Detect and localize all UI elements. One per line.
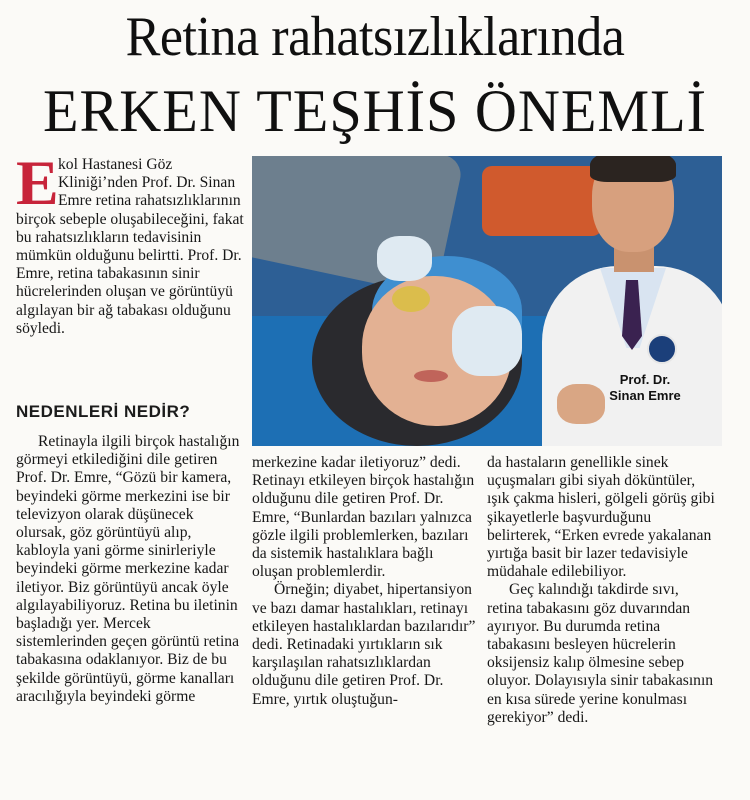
article-column-1 [16,433,244,706]
photo-patient-lips [414,370,448,382]
section-subheading: NEDENLERİ NEDİR? [16,402,191,421]
headline-line-2: ERKEN TEŞHİS ÖNEMLİ [42,78,707,144]
article-column-3 [487,454,715,727]
photo-doctor-hair [590,156,676,182]
intro-paragraph [16,147,244,338]
article-photo [252,156,722,446]
photo-doctor-hand [557,384,605,424]
article-column-2 [252,454,478,709]
photo-caption: Prof. Dr. Sinan Emre [609,372,681,403]
column-3-paragraph-2: Geç kalındığı takdirde sıvı, retina tabakasını göz duvarından ayırıyor. Bu durumda retina tabakasını besleyen hücrelerin oksijensiz kalıp ölmesine sebep oluyor. Dolayısıyla sinir tabakasının en kısa sürede yerine konulması gerekiyor” dedi. [487,581,714,726]
headline-line-1: Retina rahatsızlıklarında [125,6,625,68]
column-3-paragraph-1: da hastaların genellikle sinek uçuşmaları gibi siyah döküntüler, ışık çakma hisleri, gölgeli görüş gibi şikayetlerle başvurduğunu belirterek, “Erken evrede yakalanan yırtığa basit bir lazer tedavisiyle müdahale edilebiliyor. [487,454,715,581]
hospital-logo-icon [647,334,677,364]
drop-cap: E [16,147,59,218]
photo-device [482,166,602,236]
photo-gloved-hand [377,236,432,281]
photo-laser-light [392,286,430,312]
column-1-paragraph-1: Retinayla ilgili birçok hastalığın görmeyi etkilediğini dile getiren Prof. Dr. Emre, “Gözü bir kamera, beyindeki görme merkezini ise bir televizyon olarak düşünecek olursak, göz görüntüyü alıp, kabloyla yani görme sinirleriyle beyindeki görme merkezine kadar iletiyor. Biz görüntüyü ancak öyle algılayabiliyoruz. Retina bu iletinin başladığı yer. Mercek sistemlerinden geçen görüntü retina tabakasına odaklanıyor. Biz de bu şekilde görüntüyü, görme kanalları aracılığıyla beyindeki görme [16,433,240,705]
intro-text: kol Hastanesi Göz Kliniği’nden Prof. Dr. Sinan Emre retina rahatsızlıklarının birçok sebeple oluşabileceğini, fakat bu rahatsızlıkların tedavisinin mümkün olduğunu belirtti. Prof. Dr. Emre, retina tabakasının sinir hücrelerinden oluşan ve görüntüyü algılayan bir ağ tabakası olduğunu söyledi. [16,156,244,337]
column-2-paragraph-2: Örneğin; diyabet, hipertansiyon ve bazı damar hastalıkları, retinayı etkileyen hastalıklardan bazılarıdır” dedi. Retinadaki yırtıkların sık karşılaşılan rahatsızlıklardan olduğunu dile getiren Prof. Dr. Emre, yırtık oluştuğun- [252,581,476,708]
photo-gloved-hand-2 [452,306,522,376]
column-2-paragraph-1: merkezine kadar iletiyoruz” dedi. Retinayı etkileyen birçok hastalığın olduğunu dile getiren Prof. Dr. Emre, “Bunlardan bazıları yalnızca gözle ilgili problemlerken, bazıları da sistemik hastalıklara bağlı oluşan problemlerdir. [252,454,475,581]
